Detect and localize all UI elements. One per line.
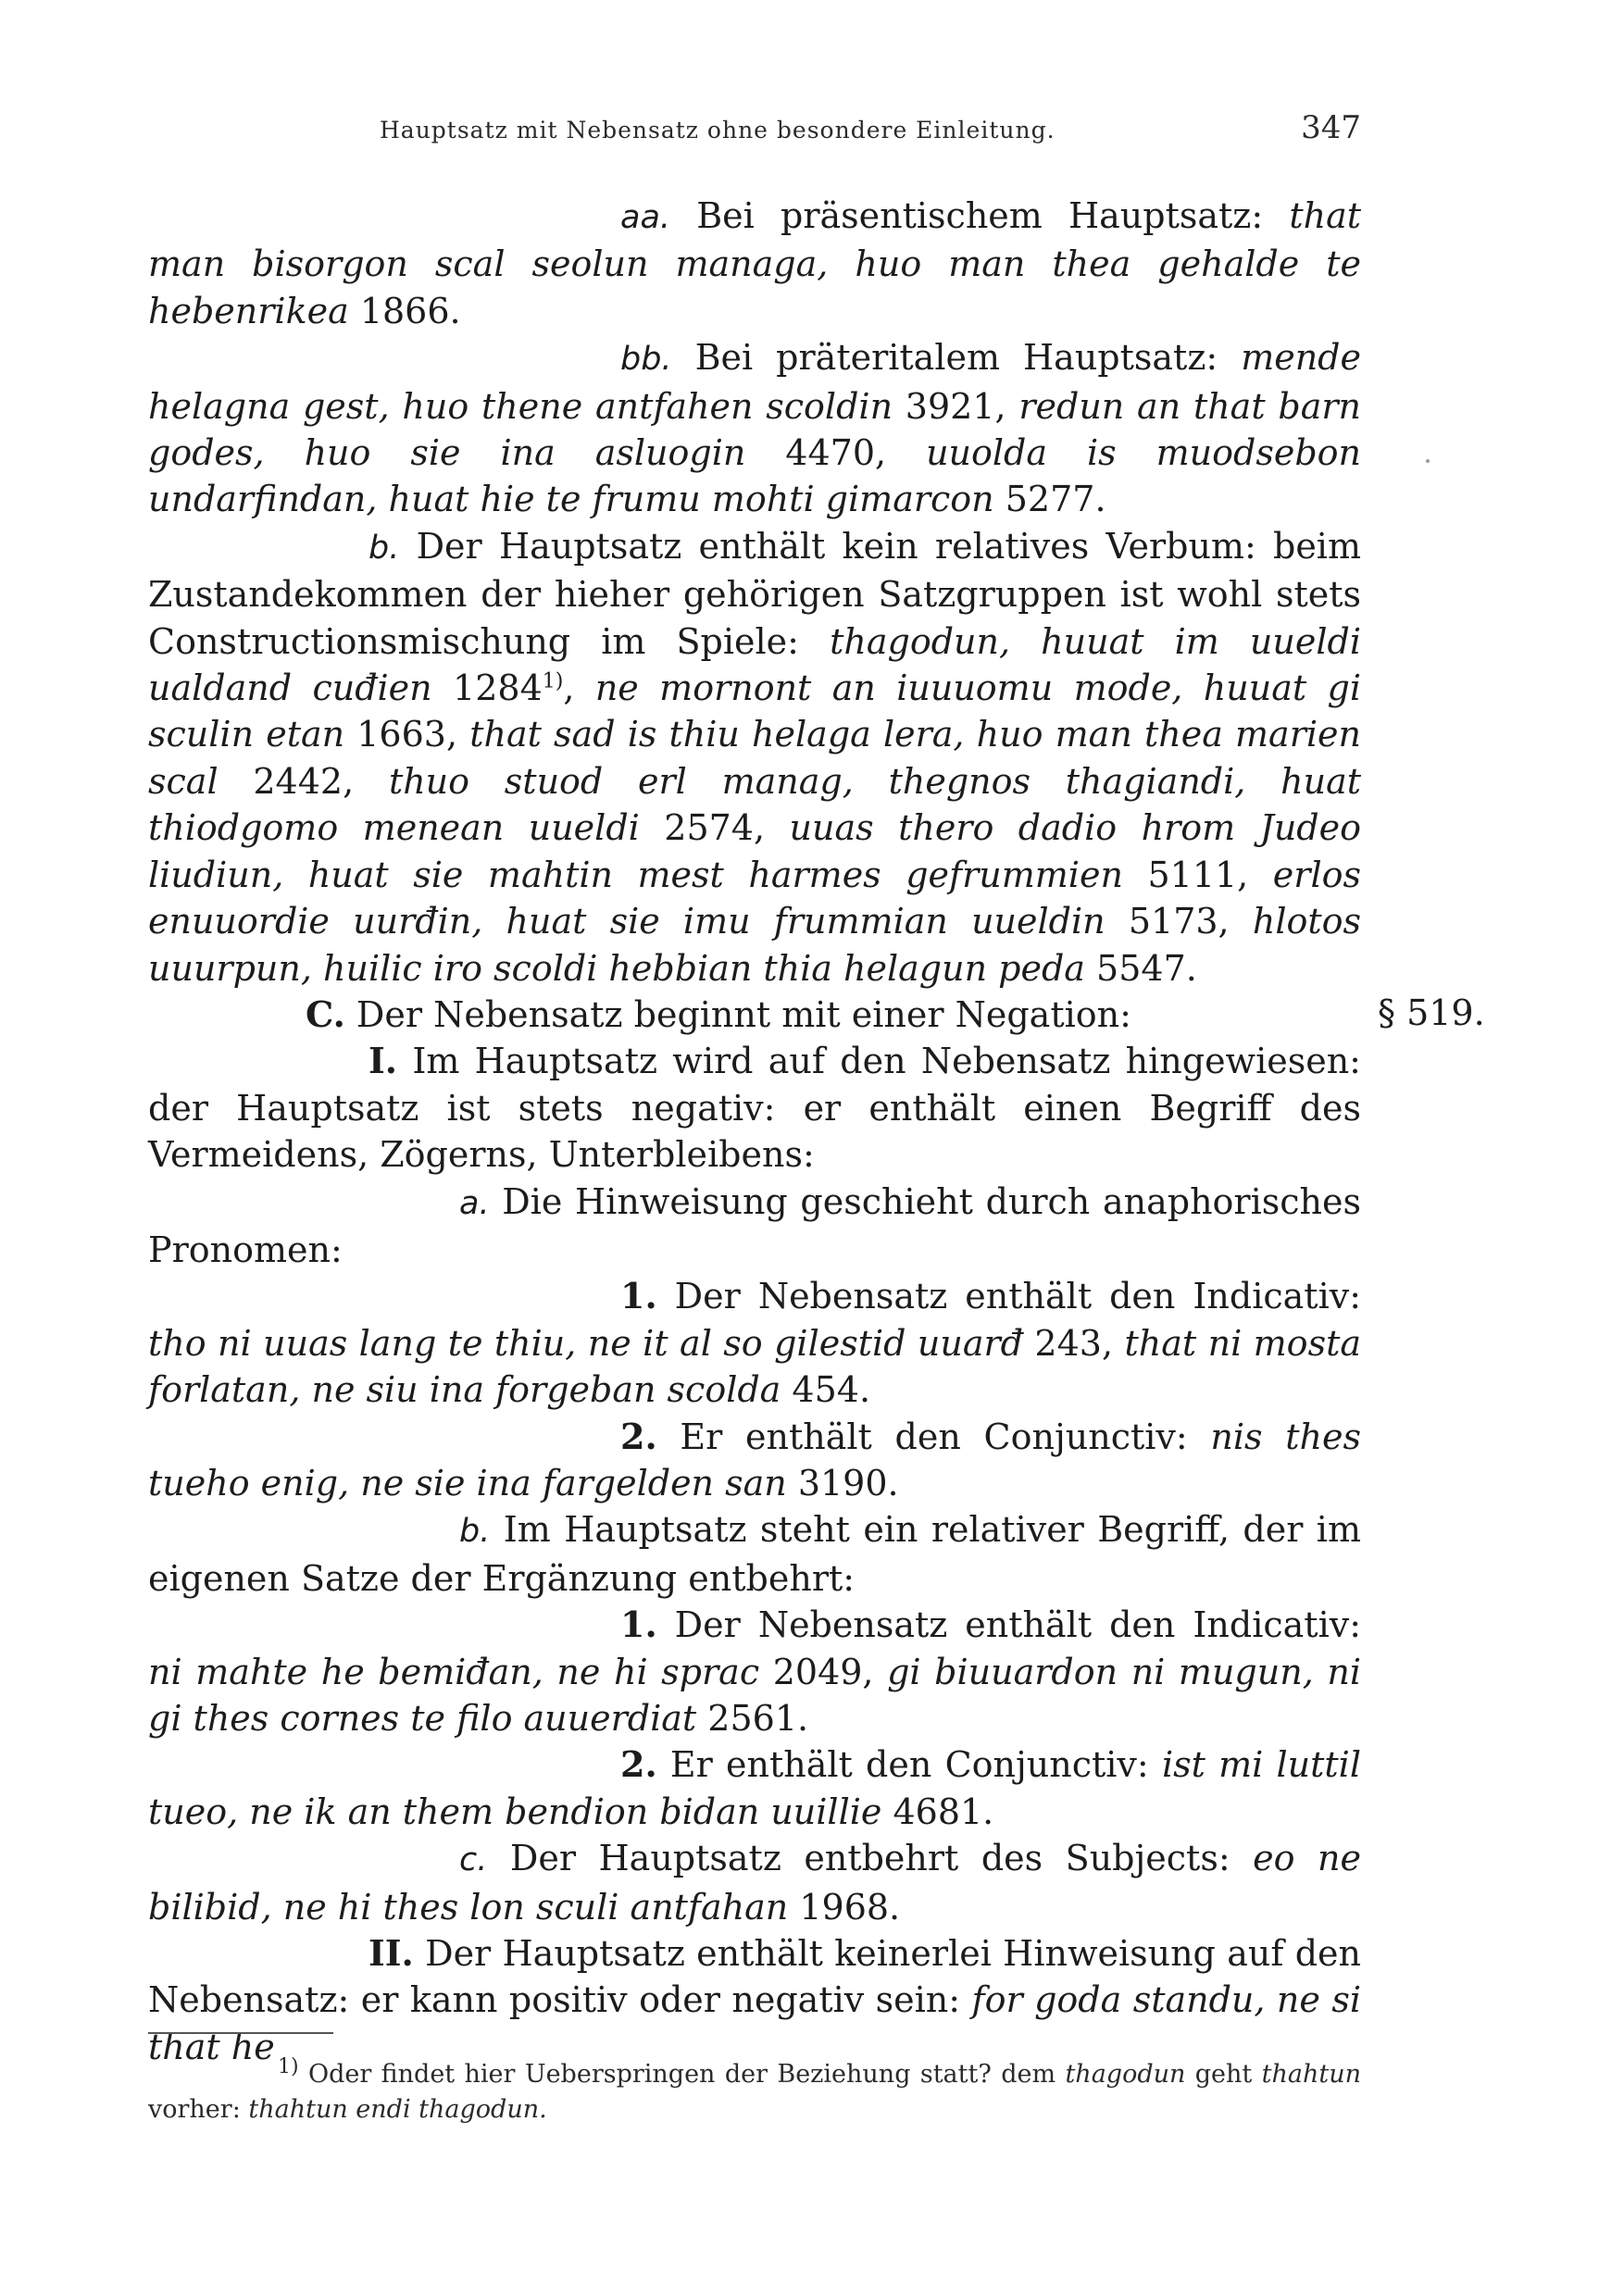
- verse-ref: 2442,: [218, 760, 389, 802]
- heliand-quote: thagodun, huuat im uueldi ualdand cuđien: [148, 620, 1361, 709]
- heliand-quote: erlos enuuordie uurđin, huat sie imu frummian uueldin: [148, 854, 1361, 942]
- footnote-text: [148, 2057, 1361, 2128]
- verse-ref: 4470,: [745, 432, 927, 474]
- heliand-quote: tho ni uuas lang te thiu, ne it al so gilestid uuarđ: [148, 1322, 1023, 1364]
- section-number: § 519.: [1378, 992, 1485, 1033]
- paragraph-c: [148, 1835, 1361, 1930]
- paragraph-a2: [148, 1414, 1361, 1507]
- paragraph-text: Er enthält den Conjunctiv:: [656, 1416, 1211, 1457]
- heliand-quote: uuolda is muodsebon undarfindan, huat hie te frumu mohti gimarcon: [148, 432, 1362, 520]
- label-b1: 1.: [620, 1603, 657, 1646]
- paragraph-text: Die Hinweisung geschieht durch anaphorisches Pronomen:: [148, 1180, 1361, 1270]
- label-a2: 2.: [620, 1415, 657, 1457]
- paragraph-I: [148, 1038, 1361, 1178]
- verse-ref: 2561.: [696, 1698, 809, 1739]
- paragraph-b1: [148, 1602, 1361, 1741]
- footnote-body: vorher:: [148, 2095, 249, 2124]
- paragraph-text: Er enthält den Conjunctiv:: [656, 1744, 1162, 1786]
- footnote-divider: [148, 2032, 333, 2034]
- verse-ref: 4681.: [881, 1791, 994, 1832]
- paragraph-text: Der Hauptsatz entbehrt des Subjects:: [487, 1838, 1254, 1879]
- paragraph-text: Bei präteritalem Hauptsatz:: [671, 337, 1242, 379]
- heliand-quote: that sad is thiu helaga lera, huo man thea marien scal: [148, 714, 1361, 802]
- heliand-quote: that man bisorgon scal seolun managa, huo man thea gehalde te hebenrikea: [148, 195, 1361, 331]
- heliand-quote: ni mahte he bemiđan, ne hi sprac: [148, 1651, 760, 1692]
- paragraph-a: [148, 1179, 1361, 1274]
- paragraph-C: [148, 992, 1361, 1038]
- heliand-quote: ne mornont an iuuuomu mode, huuat gi sculin etan: [148, 668, 1361, 755]
- heliand-quote: nis thes tueho enig, ne sie ina fargelden san: [148, 1416, 1361, 1504]
- paragraph-a1: [148, 1273, 1361, 1413]
- label-II: II.: [369, 1932, 414, 1975]
- paragraph-text: Der Hauptsatz enthält kein relatives Verbum: beim Zustandekommen der hieher gehörigen Satzgruppen ist wohl stets Constructionsmischung im Spiele:: [148, 525, 1361, 662]
- label-a: a.: [459, 1184, 490, 1222]
- label-C: C.: [306, 992, 345, 1035]
- footnote-body: geht: [1185, 2060, 1262, 2089]
- footnote-quote: thahtun endi thagodun.: [248, 2095, 547, 2124]
- paragraph-text: Im Hauptsatz wird auf den Nebensatz hingewiesen: der Hauptsatz ist stets negativ: er enthält einen Begriff des Vermeidens, Zögerns, Unterbleibens:: [148, 1041, 1361, 1176]
- verse-ref: 454.: [781, 1369, 871, 1411]
- footnote-marker: 1): [542, 669, 564, 693]
- label-aa: aa.: [620, 199, 671, 236]
- verse-ref: 1284: [431, 668, 543, 709]
- verse-ref: 1663,: [344, 714, 470, 755]
- label-a1: 1.: [620, 1275, 657, 1317]
- paragraph-II: [148, 1930, 1361, 2070]
- paragraph-aa: [148, 193, 1361, 334]
- footnote-mark: 1): [278, 2055, 299, 2078]
- heliand-quote: thuo stuod erl manag, thegnos thagiandi, huat thiodgomo menean uueldi: [148, 760, 1361, 849]
- label-b: b.: [369, 529, 400, 567]
- heliand-quote: uuas thero dadio hrom Judeo liudiun, huat sie mahtin mest harmes gefrummien: [148, 807, 1361, 895]
- heliand-quote: hlotos uuurpun, huilic iro scoldi hebbian thia helagun peda: [148, 901, 1361, 989]
- verse-ref: 3190.: [786, 1462, 899, 1504]
- heliand-quote: ist mi luttil tueo, ne ik an them bendion bidan uuillie: [148, 1744, 1361, 1832]
- paragraph-text: Bei präsentischem Hauptsatz:: [670, 195, 1290, 236]
- paragraph-text: Der Nebensatz enthält den Indicativ:: [656, 1604, 1361, 1646]
- heliand-quote: mende helagna gest, huo thene antfahen scoldin: [148, 337, 1361, 427]
- footnote-quote: thagodun: [1065, 2060, 1186, 2089]
- footnote: [148, 2057, 1361, 2128]
- running-title: Hauptsatz mit Nebensatz ohne besondere Einleitung.: [380, 117, 1056, 144]
- heliand-quote: for goda standu, ne si that he: [148, 1979, 1361, 2067]
- label-c: c.: [459, 1841, 488, 1879]
- label-I: I.: [369, 1040, 398, 1082]
- paragraph-text: Der Hauptsatz enthält keinerlei Hinweisung auf den Nebensatz: er kann positiv oder negativ sein:: [148, 1933, 1361, 2021]
- verse-ref: 243,: [1023, 1322, 1125, 1364]
- verse-ref: 3921,: [893, 385, 1019, 427]
- verse-ref: 5111,: [1122, 854, 1273, 895]
- verse-ref: 5173,: [1105, 901, 1253, 942]
- verse-ref: 5277.: [993, 479, 1106, 520]
- paragraph-text: Der Nebensatz beginnt mit einer Negation:: [344, 993, 1131, 1035]
- paragraph-b-sub: [148, 1506, 1361, 1602]
- heliand-quote: redun an that barn godes, huo sie ina asluogin: [148, 385, 1361, 474]
- page-header: [148, 109, 1361, 154]
- heliand-quote: eo ne bilibid, ne hi thes lon sculi antfahan: [148, 1838, 1361, 1928]
- verse-ref: 2574,: [639, 807, 790, 849]
- footnote-body: Oder findet hier Ueberspringen der Beziehung statt? dem: [298, 2060, 1066, 2089]
- paragraph-bb: [148, 334, 1361, 523]
- heliand-quote: that ni mosta forlatan, ne siu ina forgeban scolda: [148, 1322, 1361, 1411]
- verse-ref: 1866.: [348, 290, 461, 331]
- verse-ref: 2049,: [759, 1651, 888, 1692]
- footnote-quote: thahtun: [1261, 2060, 1362, 2089]
- paragraph-text: Der Nebensatz enthält den Indicativ:: [656, 1276, 1361, 1317]
- paragraph-b: [148, 523, 1361, 992]
- separator: ,: [563, 668, 595, 709]
- paragraph-text: Im Hauptsatz steht ein relativer Begriff, der im eigenen Satze der Ergänzung entbehrt:: [148, 1509, 1361, 1599]
- margin-speck: [1426, 459, 1430, 463]
- page-number: 347: [1301, 109, 1361, 146]
- verse-ref: 5547.: [1084, 947, 1197, 989]
- verse-ref: 1968.: [788, 1886, 901, 1928]
- label-b2: 2.: [620, 1743, 657, 1786]
- label-b-sub: b.: [459, 1513, 491, 1551]
- paragraph-b2: [148, 1741, 1361, 1835]
- main-text: [148, 193, 1361, 2070]
- label-bb: bb.: [620, 341, 672, 379]
- heliand-quote: gi biuuardon ni mugun, ni gi thes cornes te filo auuerdiat: [148, 1651, 1361, 1739]
